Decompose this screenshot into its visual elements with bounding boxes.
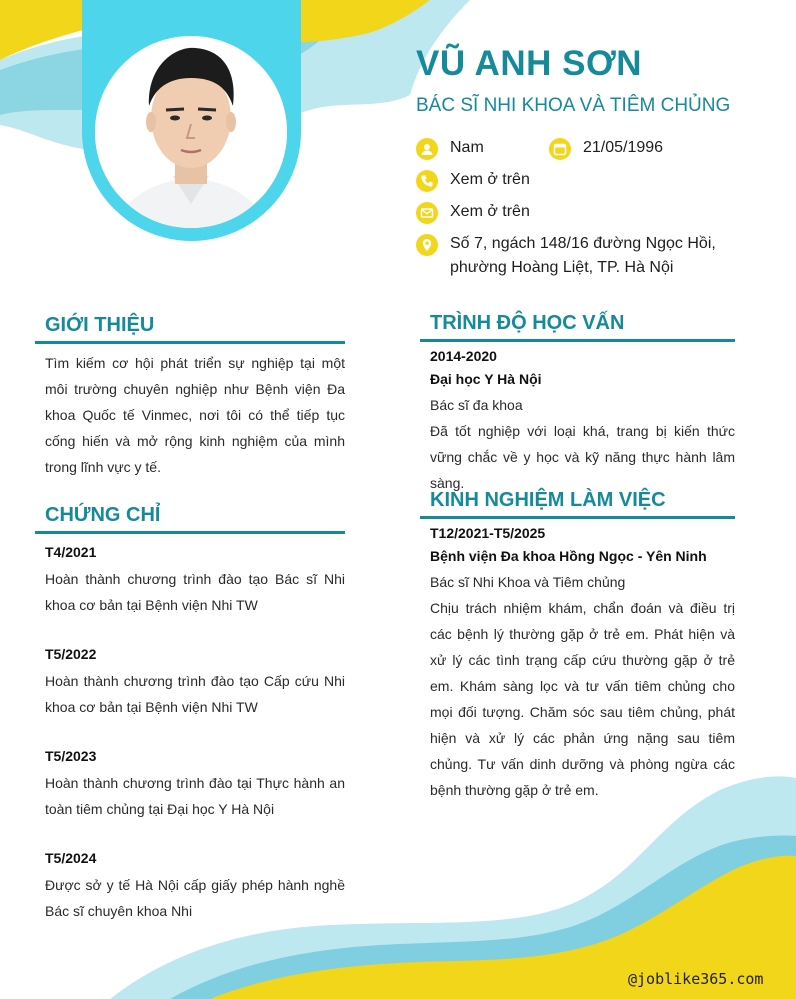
experience-description: Chịu trách nhiệm khám, chẩn đoán và điều trị các bệnh lý thường gặp ở trẻ em. Phát hiện và xử lý các tình trạng cấp cứu thường gặp ở trẻ em. Khám sàng lọc và tư vấn tiêm chủng cho mọi đối tượng. Chăm sóc sau tiêm chủng, phát hiện và xử lý các phản ứng nặng sau tiêm chủng. Tư vấn dinh dưỡng và phòng ngừa các bệnh thường gặp ở trẻ em. bbox=[430, 600, 735, 798]
birthdate-value: 21/05/1996 bbox=[583, 139, 664, 156]
address-value bbox=[450, 232, 716, 280]
certificate-date: T4/2021 bbox=[45, 544, 97, 560]
experience-company: Bệnh viện Đa khoa Hồng Ngọc - Yên Ninh bbox=[430, 548, 707, 564]
phone-value: Xem ở trên bbox=[450, 171, 530, 188]
experience-heading: KINH NGHIỆM LÀM VIỆC bbox=[420, 489, 735, 519]
mail-icon bbox=[416, 202, 438, 224]
certificate-text: Được sở y tế Hà Nội cấp giấy phép hành nghề Bác sĩ chuyên khoa Nhi bbox=[45, 877, 345, 919]
calendar-icon bbox=[549, 138, 571, 160]
education-description: Đã tốt nghiệp với loại khá, trang bị kiến thức vững chắc về y học và kỹ năng thực hành lâm sàng. bbox=[430, 423, 735, 491]
certificate-date: T5/2024 bbox=[45, 850, 97, 866]
certificate-date: T5/2023 bbox=[45, 748, 97, 764]
address-line-2: phường Hoàng Liệt, TP. Hà Nội bbox=[450, 259, 674, 276]
intro-text: Tìm kiếm cơ hội phát triển sự nghiệp tại một môi trường chuyên nghiệp như Bệnh viện Đa khoa Quốc tế Vinmec, nơi tôi có thể tiếp tục cống hiến và mở rộng kinh nghiệm của mình trong lĩnh vực y tế. bbox=[45, 355, 345, 475]
candidate-name: VŨ ANH SƠN bbox=[416, 44, 643, 83]
info-email bbox=[416, 202, 530, 224]
watermark: @joblike365.com bbox=[628, 970, 764, 988]
education-date: 2014-2020 bbox=[430, 348, 497, 364]
phone-icon bbox=[416, 170, 438, 192]
education-heading: TRÌNH ĐỘ HỌC VẤN bbox=[420, 312, 735, 342]
intro-section bbox=[35, 314, 345, 480]
email-value: Xem ở trên bbox=[450, 203, 530, 220]
education-degree: Bác sĩ đa khoa bbox=[430, 397, 523, 413]
certificate-text: Hoàn thành chương trình đào tạo Bác sĩ Nhi khoa cơ bản tại Bệnh viện Nhi TW bbox=[45, 571, 345, 613]
certificate-text: Hoàn thành chương trình đào tạo Cấp cứu Nhi khoa cơ bản tại Bệnh viện Nhi TW bbox=[45, 673, 345, 715]
certificate-item bbox=[45, 644, 345, 720]
gender-value: Nam bbox=[450, 139, 484, 156]
user-icon bbox=[416, 138, 438, 160]
profile-photo bbox=[95, 36, 287, 228]
job-title: BÁC SĨ NHI KHOA VÀ TIÊM CHỦNG bbox=[416, 95, 731, 116]
certificate-text: Hoàn thành chương trình đào tại Thực hành an toàn tiêm chủng tại Đại học Y Hà Nội bbox=[45, 775, 345, 817]
info-phone bbox=[416, 170, 530, 192]
certificates-section bbox=[35, 504, 345, 924]
education-school: Đại học Y Hà Nội bbox=[430, 371, 542, 387]
education-section bbox=[420, 312, 735, 496]
certificate-date: T5/2022 bbox=[45, 646, 97, 662]
certificates-heading: CHỨNG CHỈ bbox=[35, 504, 345, 534]
experience-date: T12/2021-T5/2025 bbox=[430, 525, 546, 541]
certificate-item bbox=[45, 542, 345, 618]
intro-heading: GIỚI THIỆU bbox=[35, 314, 345, 344]
address-line-1: Số 7, ngách 148/16 đường Ngọc Hồi, bbox=[450, 235, 716, 252]
info-birthdate bbox=[549, 138, 663, 160]
location-pin-icon bbox=[416, 234, 438, 256]
experience-section bbox=[420, 489, 735, 803]
experience-position: Bác sĩ Nhi Khoa và Tiêm chủng bbox=[430, 574, 626, 590]
info-gender bbox=[416, 138, 484, 160]
info-address bbox=[416, 234, 716, 280]
certificate-item bbox=[45, 848, 345, 924]
certificate-item bbox=[45, 746, 345, 822]
